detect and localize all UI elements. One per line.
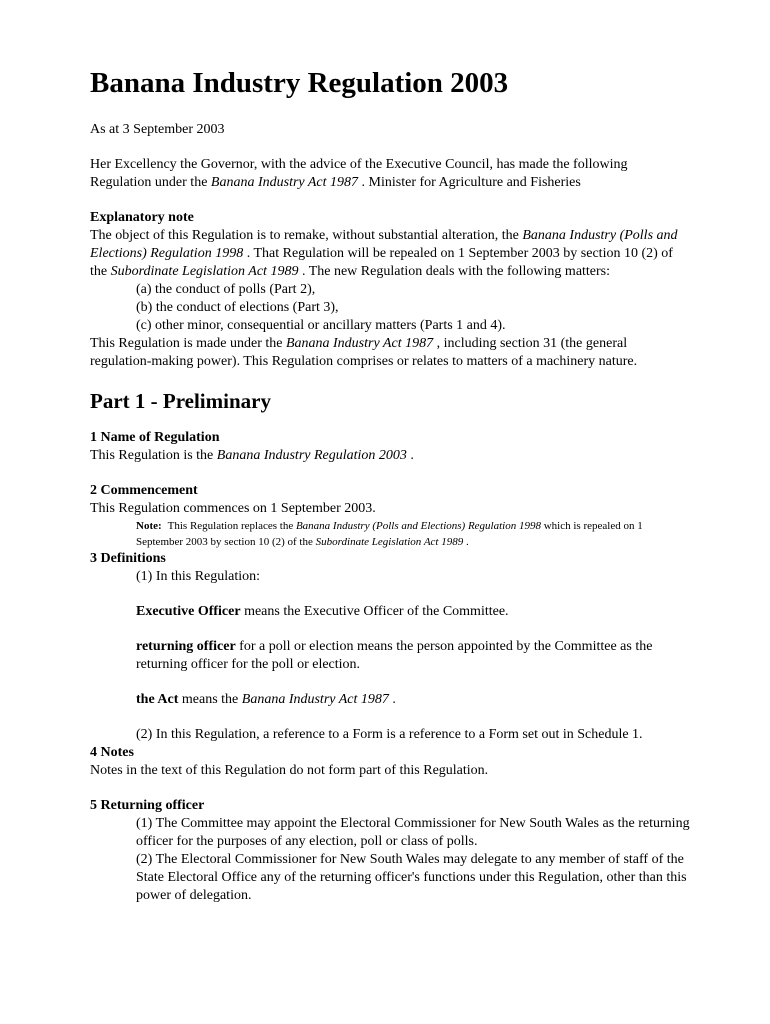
section-2-text: This Regulation commences on 1 September 2003. (90, 501, 376, 516)
definition-the-act: the Act means the Banana Industry Act 1987 . (136, 692, 396, 707)
explanatory-note-heading: Explanatory note (90, 210, 194, 225)
document-page (90, 66, 690, 905)
document-title: Banana Industry Regulation 2003 (90, 67, 509, 99)
explanatory-paragraph-1: The object of this Regulation is to remake, without substantial alteration, the Banana Industry (Polls and Elections) Regulation 1998 . That Regulation will be repealed on 1 September 2003 by section 10 (2) of the Subordinate Legislation Act 1989 . The new Regulation deals with the following matters: (90, 228, 678, 279)
section-4-heading: 4 Notes (90, 745, 134, 760)
section-2-note: Note: This Regulation replaces the Banana Industry (Polls and Elections) Regulation 1998 which is repealed on 1 September 2003 by section 10 (2) of the Subordinate Legislation Act 1989 . (136, 520, 643, 548)
section-5-subsection-1: (1) The Committee may appoint the Electoral Commissioner for New South Wales as the returning officer for the purposes of any election, poll or class of polls. (136, 816, 690, 849)
section-5-heading: 5 Returning officer (90, 798, 205, 813)
section-4-text: Notes in the text of this Regulation do not form part of this Regulation. (90, 763, 489, 778)
list-item: (a) the conduct of polls (Part 2), (136, 282, 316, 297)
preamble: Her Excellency the Governor, with the advice of the Executive Council, has made the following Regulation under the Banana Industry Act 1987 . Minister for Agriculture and Fisheries (90, 157, 628, 190)
definition-returning-officer: returning officer for a poll or election means the person appointed by the Committee as the returning officer for the poll or election. (136, 639, 653, 672)
section-1-heading: 1 Name of Regulation (90, 430, 220, 445)
section-3-subsection-2: (2) In this Regulation, a reference to a Form is a reference to a Form set out in Schedule 1. (136, 727, 643, 742)
list-item: (c) other minor, consequential or ancillary matters (Parts 1 and 4). (136, 318, 506, 333)
section-5-subsection-2: (2) The Electoral Commissioner for New South Wales may delegate to any member of staff of the State Electoral Office any of the returning officer's functions under this Regulation, other than this power of delegation. (136, 852, 687, 903)
section-3-subsection-1: (1) In this Regulation: (136, 569, 261, 584)
section-2-heading: 2 Commencement (90, 483, 198, 498)
section-1-text: This Regulation is the Banana Industry Regulation 2003 . (90, 448, 414, 463)
section-3-heading: 3 Definitions (90, 551, 166, 566)
definition-executive-officer: Executive Officer means the Executive Officer of the Committee. (136, 604, 509, 619)
part-1-heading: Part 1 - Preliminary (90, 389, 271, 413)
explanatory-paragraph-2: This Regulation is made under the Banana Industry Act 1987 , including section 31 (the general regulation-making power). This Regulation comprises or relates to matters of a machinery nature. (90, 336, 638, 369)
list-item: (b) the conduct of elections (Part 3), (136, 300, 339, 315)
as-at-date: As at 3 September 2003 (90, 122, 225, 137)
